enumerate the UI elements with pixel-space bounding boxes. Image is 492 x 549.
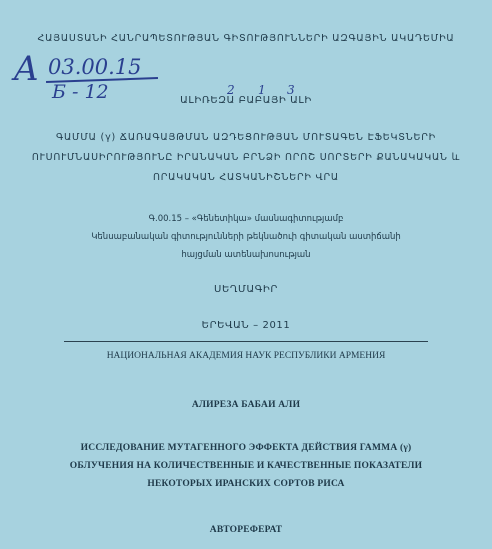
- title-russian-line-1: ИССЛЕДОВАНИЕ МУТАГЕННОГО ЭФФЕКТА ДЕЙСТВИЯ ГАММА (γ): [80, 443, 412, 453]
- city-year-armenian: ԵՐԵՎԱՆ – 2011: [201, 320, 291, 331]
- handwritten-sub: Б - 12: [52, 81, 109, 103]
- handwritten-digit-1: 2: [227, 83, 235, 97]
- armenian-academy-header: ՀԱՅԱՍՏԱՆԻ ՀԱՆՐԱՊԵՏՈՒԹՅԱՆ ԳԻՏՈՒԹՅՈՒՆՆԵՐԻ ԱԶԳԱՅԻՆ ԱԿԱԴԵՄԻԱ: [37, 33, 455, 44]
- author-name-armenian: ԱԼԻՌԵԶԱ ԲԱԲԱՅԻ ԱԼԻ: [180, 95, 312, 106]
- document-type-russian: АВТОРЕФЕРАТ: [209, 525, 283, 535]
- divider-line: [64, 341, 428, 342]
- handwritten-code: 03.00.15: [48, 55, 142, 79]
- title-armenian-line-2: ՈՒՍՈՒՄՆԱՍԻՐՈՒԹՅՈՒՆԸ ԻՐԱՆԱԿԱՆ ԲՐՆՁԻ ՈՐՈՇ ՍՈՐՏԵՐԻ ՔԱՆԱԿԱԿԱՆ և: [31, 152, 461, 163]
- title-russian-line-3: НЕКОТОРЫХ ИРАНСКИХ СОРТОВ РИСА: [147, 479, 345, 489]
- handwritten-letter: A: [14, 49, 39, 89]
- handwritten-digit-2: 1: [258, 83, 266, 97]
- handwritten-digit-3: 3: [287, 83, 295, 97]
- specialty-armenian-line-3: հայցման ատենախոսության: [181, 250, 311, 260]
- title-armenian-line-3: ՈՐԱԿԱԿԱՆ ՀԱՏԿԱՆԻՇՆԵՐԻ ՎՐԱ: [152, 172, 339, 183]
- russian-academy-header: НАЦИОНАЛЬНАЯ АКАДЕМИЯ НАУК РЕСПУБЛИКИ АРМЕНИЯ: [106, 351, 386, 361]
- specialty-armenian-line-2: Կենսաբանական գիտությունների թեկնածուի գիտական աստիճանի: [91, 232, 401, 242]
- document-type-armenian: ՍԵՂՄԱԳԻՐ: [214, 284, 278, 295]
- title-armenian-line-1: ԳԱՄՄԱ (γ) ՃԱՌԱԳԱՅԹՄԱՆ ԱԶԴԵՑՈՒԹՅԱՆ ՄՈՒՏԱԳԵՆ ԷՖԵԿՏՆԵՐԻ: [55, 132, 437, 143]
- specialty-armenian-line-1: Գ.00.15 – «Գենետիկա» մասնագիտությամբ: [148, 214, 344, 224]
- title-russian-line-2: ОБЛУЧЕНИЯ НА КОЛИЧЕСТВЕННЫЕ И КАЧЕСТВЕННЫЕ ПОКАЗАТЕЛИ: [69, 461, 423, 471]
- author-name-russian: АЛИРЕЗА БАБАИ АЛИ: [191, 400, 301, 410]
